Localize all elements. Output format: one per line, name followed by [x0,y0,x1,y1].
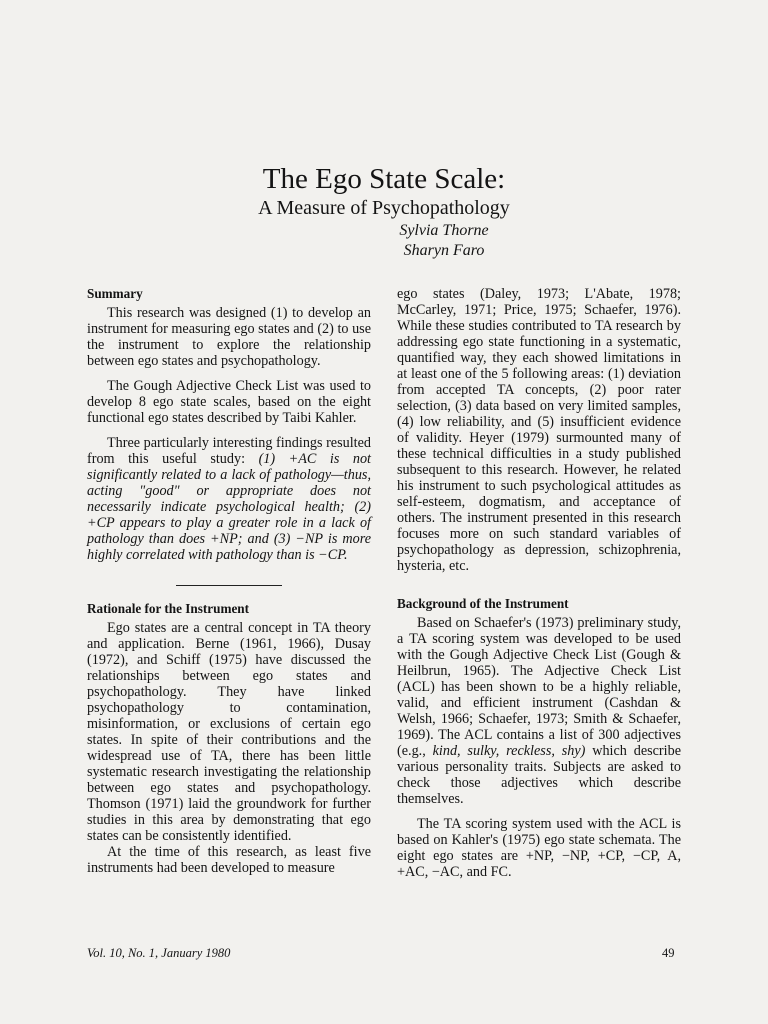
section-divider [176,585,282,586]
author-name: Sharyn Faro [403,242,485,259]
background-paragraph: The TA scoring system used with the ACL is based on Kahler's (1975) ego state schemata. The eight ego states are +NP, −NP, +CP, −CP, A, +AC, −AC, and FC. [397,816,681,880]
article-title: The Ego State Scale: [262,163,506,195]
left-column [87,286,371,876]
background-paragraph [397,615,681,807]
author-name: Sylvia Thorne [399,222,489,239]
background-text: which describe various personality traits. Subjects are asked to check those adjectives which describe themselves. [397,743,681,807]
page-number: 49 [662,946,675,960]
summary-heading: Summary [87,286,143,301]
rationale-paragraph: At the time of this research, as least five instruments had been developed to measure [87,844,371,876]
summary-paragraph: The Gough Adjective Check List was used to develop 8 ego state scales, based on the eight functional ego states described by Taibi Kahler. [87,378,371,426]
body-paragraph: ego states (Daley, 1973; L'Abate, 1978; McCarley, 1971; Price, 1975; Schaefer, 1976). While these studies contributed to TA research by addressing ego state functioning in a systematic, quantified way, they each showed limitations in at least one of the 5 following areas: (1) deviation from accepted TA concepts, (2) poor rater selection, (3) data based on very limited samples, (4) low reliability, and (5) insufficient evidence of validity. Heyer (1979) surmounted many of these technical difficulties in a study published subsequent to this research. However, he related his instrument to such psychological attitudes as self-esteem, dogmatism, and acceptance of others. The instrument presented in this research focuses more on such standard variables of psychopathology as depression, schizophrenia, hysteria, etc. [397,286,681,574]
article-subtitle: A Measure of Psychopathology [258,197,510,219]
right-column [397,286,681,880]
journal-citation: Vol. 10, No. 1, January 1980 [87,946,231,960]
findings-list: (1) +AC is not significantly related to a lack of pathology—thus, acting "good" or appropriate does not necessarily indicate psychological health; (2) +CP appears to play a greater role in a lack of pathology than does +NP; and (3) −NP is more highly correlated with pathology than is −CP. [87,451,371,563]
summary-findings-paragraph [87,435,371,563]
findings-intro: Three particularly interesting findings resulted from this useful study: [87,435,371,467]
rationale-heading: Rationale for the Instrument [87,601,250,616]
adjective-examples: kind, sulky, reckless, shy) [432,743,586,759]
summary-paragraph: This research was designed (1) to develop an instrument for measuring ego states and (2) to use the instrument to explore the relationship between ego states and psychopathology. [87,305,371,369]
rationale-paragraph: Ego states are a central concept in TA theory and application. Berne (1961, 1966), Dusay (1972), and Schiff (1975) have discussed the relationships between ego states and psychopathology. They have linked psychopathology to contamination, misinformation, or exclusions of certain ego states. In spite of their contributions and the widespread use of TA, there has been little systematic research investigating the relationship between ego states and psychopathology. Thomson (1971) laid the groundwork for further studies in this area by demonstrating that ego states can be consistently identified. [87,620,371,844]
background-text: Based on Schaefer's (1973) preliminary study, a TA scoring system was developed to be used with the Gough Adjective Check List (Gough & Heilbrun, 1965). The Adjective Check List (ACL) has been shown to be a highly reliable, valid, and efficient instrument (Cashdan & Welsh, 1966; Schaefer, 1973; Smith & Schaefer, 1969). The ACL contains a list of 300 adjectives (e.g., [397,615,681,759]
background-heading: Background of the Instrument [397,596,569,611]
